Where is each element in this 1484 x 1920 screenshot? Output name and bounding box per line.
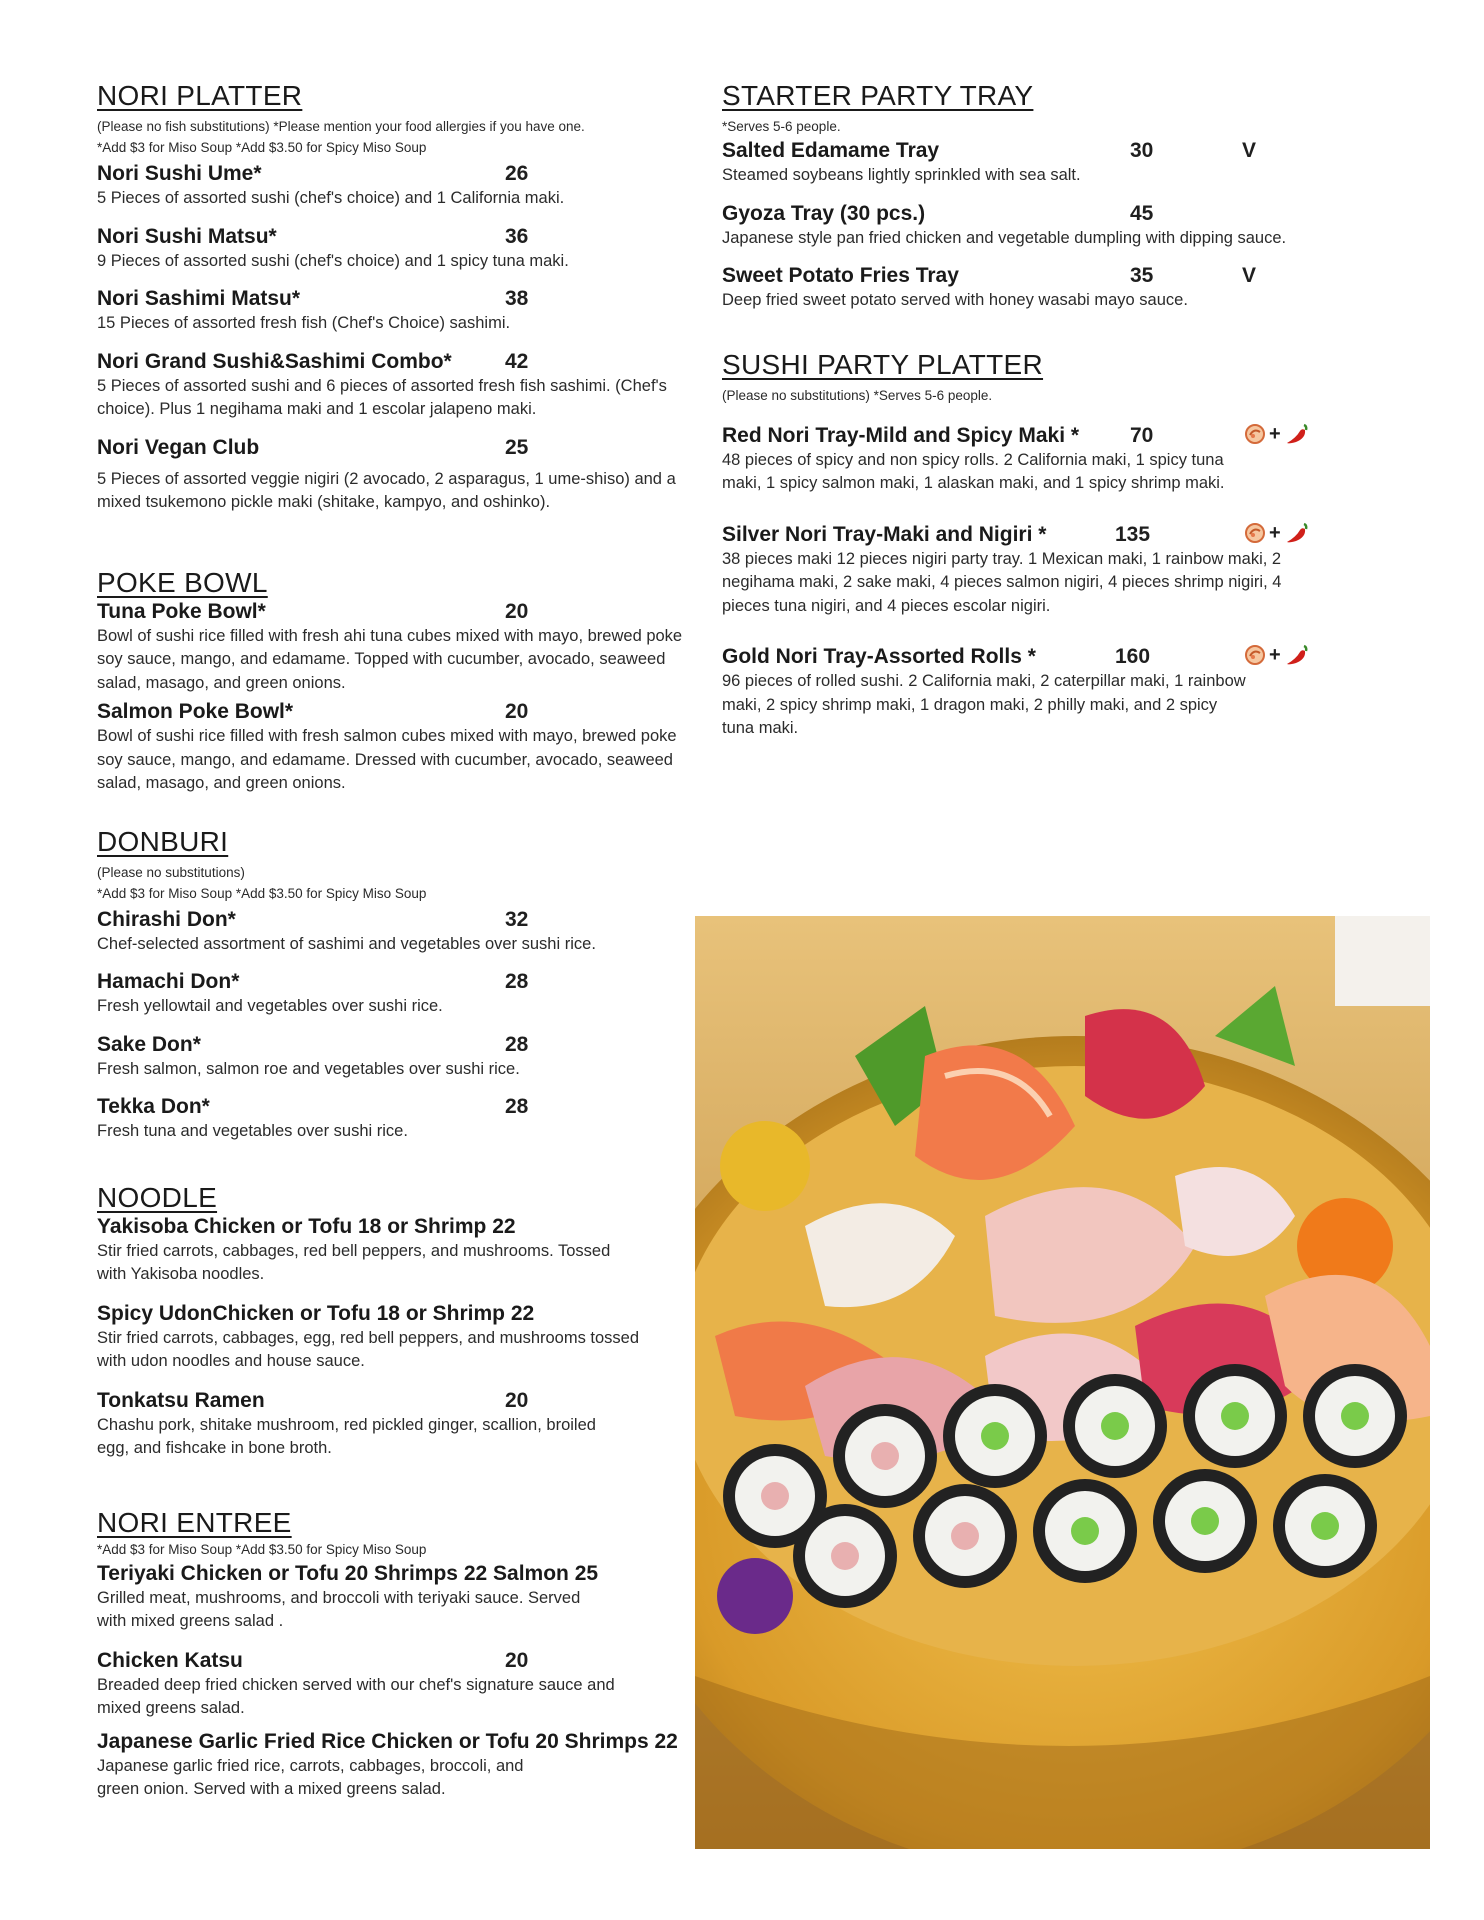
item-name: Spicy UdonChicken or Tofu 18 or Shrimp 22 xyxy=(97,1301,535,1325)
menu-item xyxy=(97,1388,687,1461)
menu-item xyxy=(97,969,687,1019)
sushi-platter-photo xyxy=(695,916,1430,1849)
item-name: Nori Vegan Club xyxy=(97,435,260,459)
item-price: 38 xyxy=(505,287,529,310)
item-name: Sweet Potato Fries Tray xyxy=(722,264,959,287)
sushi-party-platter-section xyxy=(722,349,1362,741)
item-name: Nori Sushi Ume* xyxy=(97,162,262,185)
item-name: Tekka Don* xyxy=(97,1095,210,1118)
shellfish-spicy-icons xyxy=(1244,643,1310,667)
item-description: Bowl of sushi rice filled with fresh salmon cubes mixed with mayo, brewed poke soy sauce, mango, and edamame. Dressed with cucumber, avocado, seaweed salad, masago, and green onions. xyxy=(97,727,677,792)
item-price: 25 xyxy=(505,435,529,459)
item-name: Silver Nori Tray-Maki and Nigiri * xyxy=(722,522,1047,546)
item-description: 9 Pieces of assorted sushi (chef's choice) and 1 spicy tuna maki. xyxy=(97,251,569,270)
item-name: Japanese Garlic Fried Rice Chicken or Tofu 20 Shrimps 22 xyxy=(97,1729,678,1753)
item-description: Bowl of sushi rice filled with fresh ahi tuna cubes mixed with mayo, brewed poke soy sauce, mango, and edamame. Topped with cucumber, avocado, seaweed salad, masago, and green onions. xyxy=(97,626,683,692)
section-title: NORI PLATTER xyxy=(97,80,303,111)
item-description: 5 Pieces of assorted sushi (chef's choice) and 1 California maki. xyxy=(97,189,565,207)
section-title: NORI ENTREE xyxy=(97,1506,292,1538)
section-title: DONBURI xyxy=(97,825,229,857)
menu-item xyxy=(97,1214,687,1287)
menu-item xyxy=(97,435,687,515)
item-price: 42 xyxy=(505,349,529,373)
item-name: Chirashi Don* xyxy=(97,907,236,931)
menu-item xyxy=(97,1032,687,1082)
item-price: 36 xyxy=(505,224,529,248)
item-description: Fresh tuna and vegetables over sushi rice. xyxy=(97,1122,408,1140)
item-price: 30 xyxy=(1130,139,1154,162)
menu-item xyxy=(722,201,1362,251)
menu-item xyxy=(722,644,1362,741)
item-name: Tonkatsu Ramen xyxy=(97,1388,265,1412)
menu-item xyxy=(97,161,687,211)
menu-item xyxy=(722,138,1362,188)
donburi-section xyxy=(97,826,687,1144)
section-title: NOODLE xyxy=(97,1181,218,1213)
item-price: 26 xyxy=(505,162,529,185)
item-description: Chashu pork, shitake mushroom, red pickled ginger, scallion, broiled egg, and fishcake in bone broth. xyxy=(97,1415,596,1457)
item-price: 160 xyxy=(1115,645,1151,668)
shellfish-spicy-icons xyxy=(1244,521,1310,545)
item-name: Yakisoba Chicken or Tofu 18 or Shrimp 22 xyxy=(97,1214,516,1238)
menu-item xyxy=(97,1729,687,1802)
item-name: Salted Edamame Tray xyxy=(722,139,940,162)
item-name: Gold Nori Tray-Assorted Rolls * xyxy=(722,645,1036,668)
item-name: Salmon Poke Bowl* xyxy=(97,700,294,723)
item-price: 20 xyxy=(505,1648,529,1672)
item-price: 70 xyxy=(1130,423,1154,447)
menu-item xyxy=(97,1648,687,1721)
sushi-platter-illustration xyxy=(695,916,1430,1849)
plus-sign: + xyxy=(1269,422,1281,445)
item-name: Sake Don* xyxy=(97,1032,201,1056)
item-name: Nori Sashimi Matsu* xyxy=(97,287,301,310)
item-description: Chef-selected assortment of sashimi and vegetables over sushi rice. xyxy=(97,934,596,953)
left-column xyxy=(97,80,687,1802)
menu-item xyxy=(97,286,687,336)
item-price: 135 xyxy=(1115,522,1151,546)
section-title: STARTER PARTY TRAY xyxy=(722,80,1034,111)
shellfish-spicy-icons xyxy=(1244,422,1310,446)
item-price: 35 xyxy=(1130,264,1154,287)
item-description: 38 pieces maki 12 pieces nigiri party tray. 1 Mexican maki, 1 rainbow maki, 2 negihama maki, 2 sake maki, 4 pieces salmon nigiri, 4 pieces shrimp nigiri, 4 pieces tuna nigiri, and 4 pieces escolar nigiri. xyxy=(722,549,1282,615)
item-description: Deep fried sweet potato served with honey wasabi mayo sauce. xyxy=(722,291,1188,309)
item-name: Nori Grand Sushi&Sashimi Combo* xyxy=(97,349,452,373)
item-description: 5 Pieces of assorted sushi and 6 pieces of assorted fresh fish sashimi. (Chef's choice). Plus 1 negihama maki and 1 escolar jalapeno maki. xyxy=(97,376,667,418)
item-name: Tuna Poke Bowl* xyxy=(97,599,266,623)
item-description: Grilled meat, mushrooms, and broccoli with teriyaki sauce. Served with mixed greens salad . xyxy=(97,1588,581,1630)
item-price: 28 xyxy=(505,1032,529,1056)
item-description: Stir fried carrots, cabbages, egg, red bell peppers, and mushrooms tossed with udon noodles and house sauce. xyxy=(97,1328,640,1370)
item-name: Teriyaki Chicken or Tofu 20 Shrimps 22 Salmon 25 xyxy=(97,1561,599,1585)
item-description: Fresh yellowtail and vegetables over sushi rice. xyxy=(97,997,443,1015)
item-description: Japanese style pan fried chicken and vegetable dumpling with dipping sauce. xyxy=(722,228,1287,247)
item-description: 5 Pieces of assorted veggie nigiri (2 avocado, 2 asparagus, 1 ume-shiso) and a mixed tsukemono pickle maki (shitake, kampyo, and oshinko). xyxy=(97,469,676,511)
section-note: (Please no fish substitutions) *Please mention your food allergies if you have one. xyxy=(97,119,585,134)
section-note: (Please no substitutions) xyxy=(97,864,245,880)
item-price: 45 xyxy=(1130,201,1154,225)
item-price: 32 xyxy=(505,907,529,931)
item-price: 28 xyxy=(505,1095,529,1118)
starter-party-tray-section xyxy=(722,80,1362,313)
section-note: (Please no substitutions) *Serves 5-6 people. xyxy=(722,387,993,403)
item-price: 20 xyxy=(505,700,529,723)
menu-item xyxy=(97,699,687,796)
item-description: 15 Pieces of assorted fresh fish (Chef's Choice) sashimi. xyxy=(97,314,511,332)
section-title: POKE BOWL xyxy=(97,566,268,598)
nori-entree-section xyxy=(97,1507,687,1802)
menu-item xyxy=(722,522,1362,619)
plus-sign: + xyxy=(1269,644,1281,666)
shrimp-icon xyxy=(1244,522,1266,544)
item-name: Nori Sushi Matsu* xyxy=(97,224,277,248)
chili-icon xyxy=(1284,521,1310,545)
item-description: Breaded deep fried chicken served with our chef's signature sauce and mixed greens salad. xyxy=(97,1675,615,1717)
item-name: Red Nori Tray-Mild and Spicy Maki * xyxy=(722,423,1080,447)
item-name: Hamachi Don* xyxy=(97,970,240,993)
poke-bowl-section xyxy=(97,567,687,796)
noodle-section xyxy=(97,1182,687,1461)
menu-item xyxy=(97,1094,687,1144)
menu-item xyxy=(722,263,1362,313)
right-column xyxy=(722,80,1362,741)
item-price: 20 xyxy=(505,1388,529,1412)
item-price: 28 xyxy=(505,970,529,993)
section-note: *Serves 5-6 people. xyxy=(722,119,841,134)
item-price: 20 xyxy=(505,599,529,623)
item-description: Japanese garlic fried rice, carrots, cabbages, broccoli, and green onion. Served with a mixed greens salad. xyxy=(97,1756,524,1798)
chili-icon xyxy=(1284,643,1310,667)
shrimp-icon xyxy=(1244,423,1266,445)
vegan-tag: V xyxy=(1242,139,1257,162)
section-note: *Add $3 for Miso Soup *Add $3.50 for Spicy Miso Soup xyxy=(97,1541,427,1557)
item-name: Chicken Katsu xyxy=(97,1648,243,1672)
menu-item xyxy=(97,349,687,422)
menu-item xyxy=(97,224,687,274)
item-description: 48 pieces of spicy and non spicy rolls. 2 California maki, 1 spicy tuna maki, 1 spicy salmon maki, 1 alaskan maki, and 1 spicy shrimp maki. xyxy=(722,450,1225,492)
section-note: *Add $3 for Miso Soup *Add $3.50 for Spicy Miso Soup xyxy=(97,140,427,155)
shrimp-icon xyxy=(1244,644,1266,666)
item-description: Steamed soybeans lightly sprinkled with sea salt. xyxy=(722,166,1081,184)
vegan-tag: V xyxy=(1242,264,1257,287)
menu-item xyxy=(97,1301,687,1374)
item-description: Fresh salmon, salmon roe and vegetables over sushi rice. xyxy=(97,1059,520,1078)
item-description: 96 pieces of rolled sushi. 2 California maki, 2 caterpillar maki, 1 rainbow maki, 2 spicy shrimp maki, 1 dragon maki, 2 philly maki, and 2 spicy tuna maki. xyxy=(722,672,1246,737)
nori-platter-section xyxy=(97,80,687,515)
chili-icon xyxy=(1284,422,1310,446)
menu-item xyxy=(722,423,1362,496)
item-name: Gyoza Tray (30 pcs.) xyxy=(722,201,926,225)
item-description: Stir fried carrots, cabbages, red bell peppers, and mushrooms. Tossed with Yakisoba noodles. xyxy=(97,1241,611,1283)
plus-sign: + xyxy=(1269,521,1281,544)
menu-item xyxy=(97,907,687,957)
menu-item xyxy=(97,1561,687,1634)
section-note: *Add $3 for Miso Soup *Add $3.50 for Spicy Miso Soup xyxy=(97,885,427,901)
section-title: SUSHI PARTY PLATTER xyxy=(722,348,1044,380)
menu-item xyxy=(97,599,687,696)
